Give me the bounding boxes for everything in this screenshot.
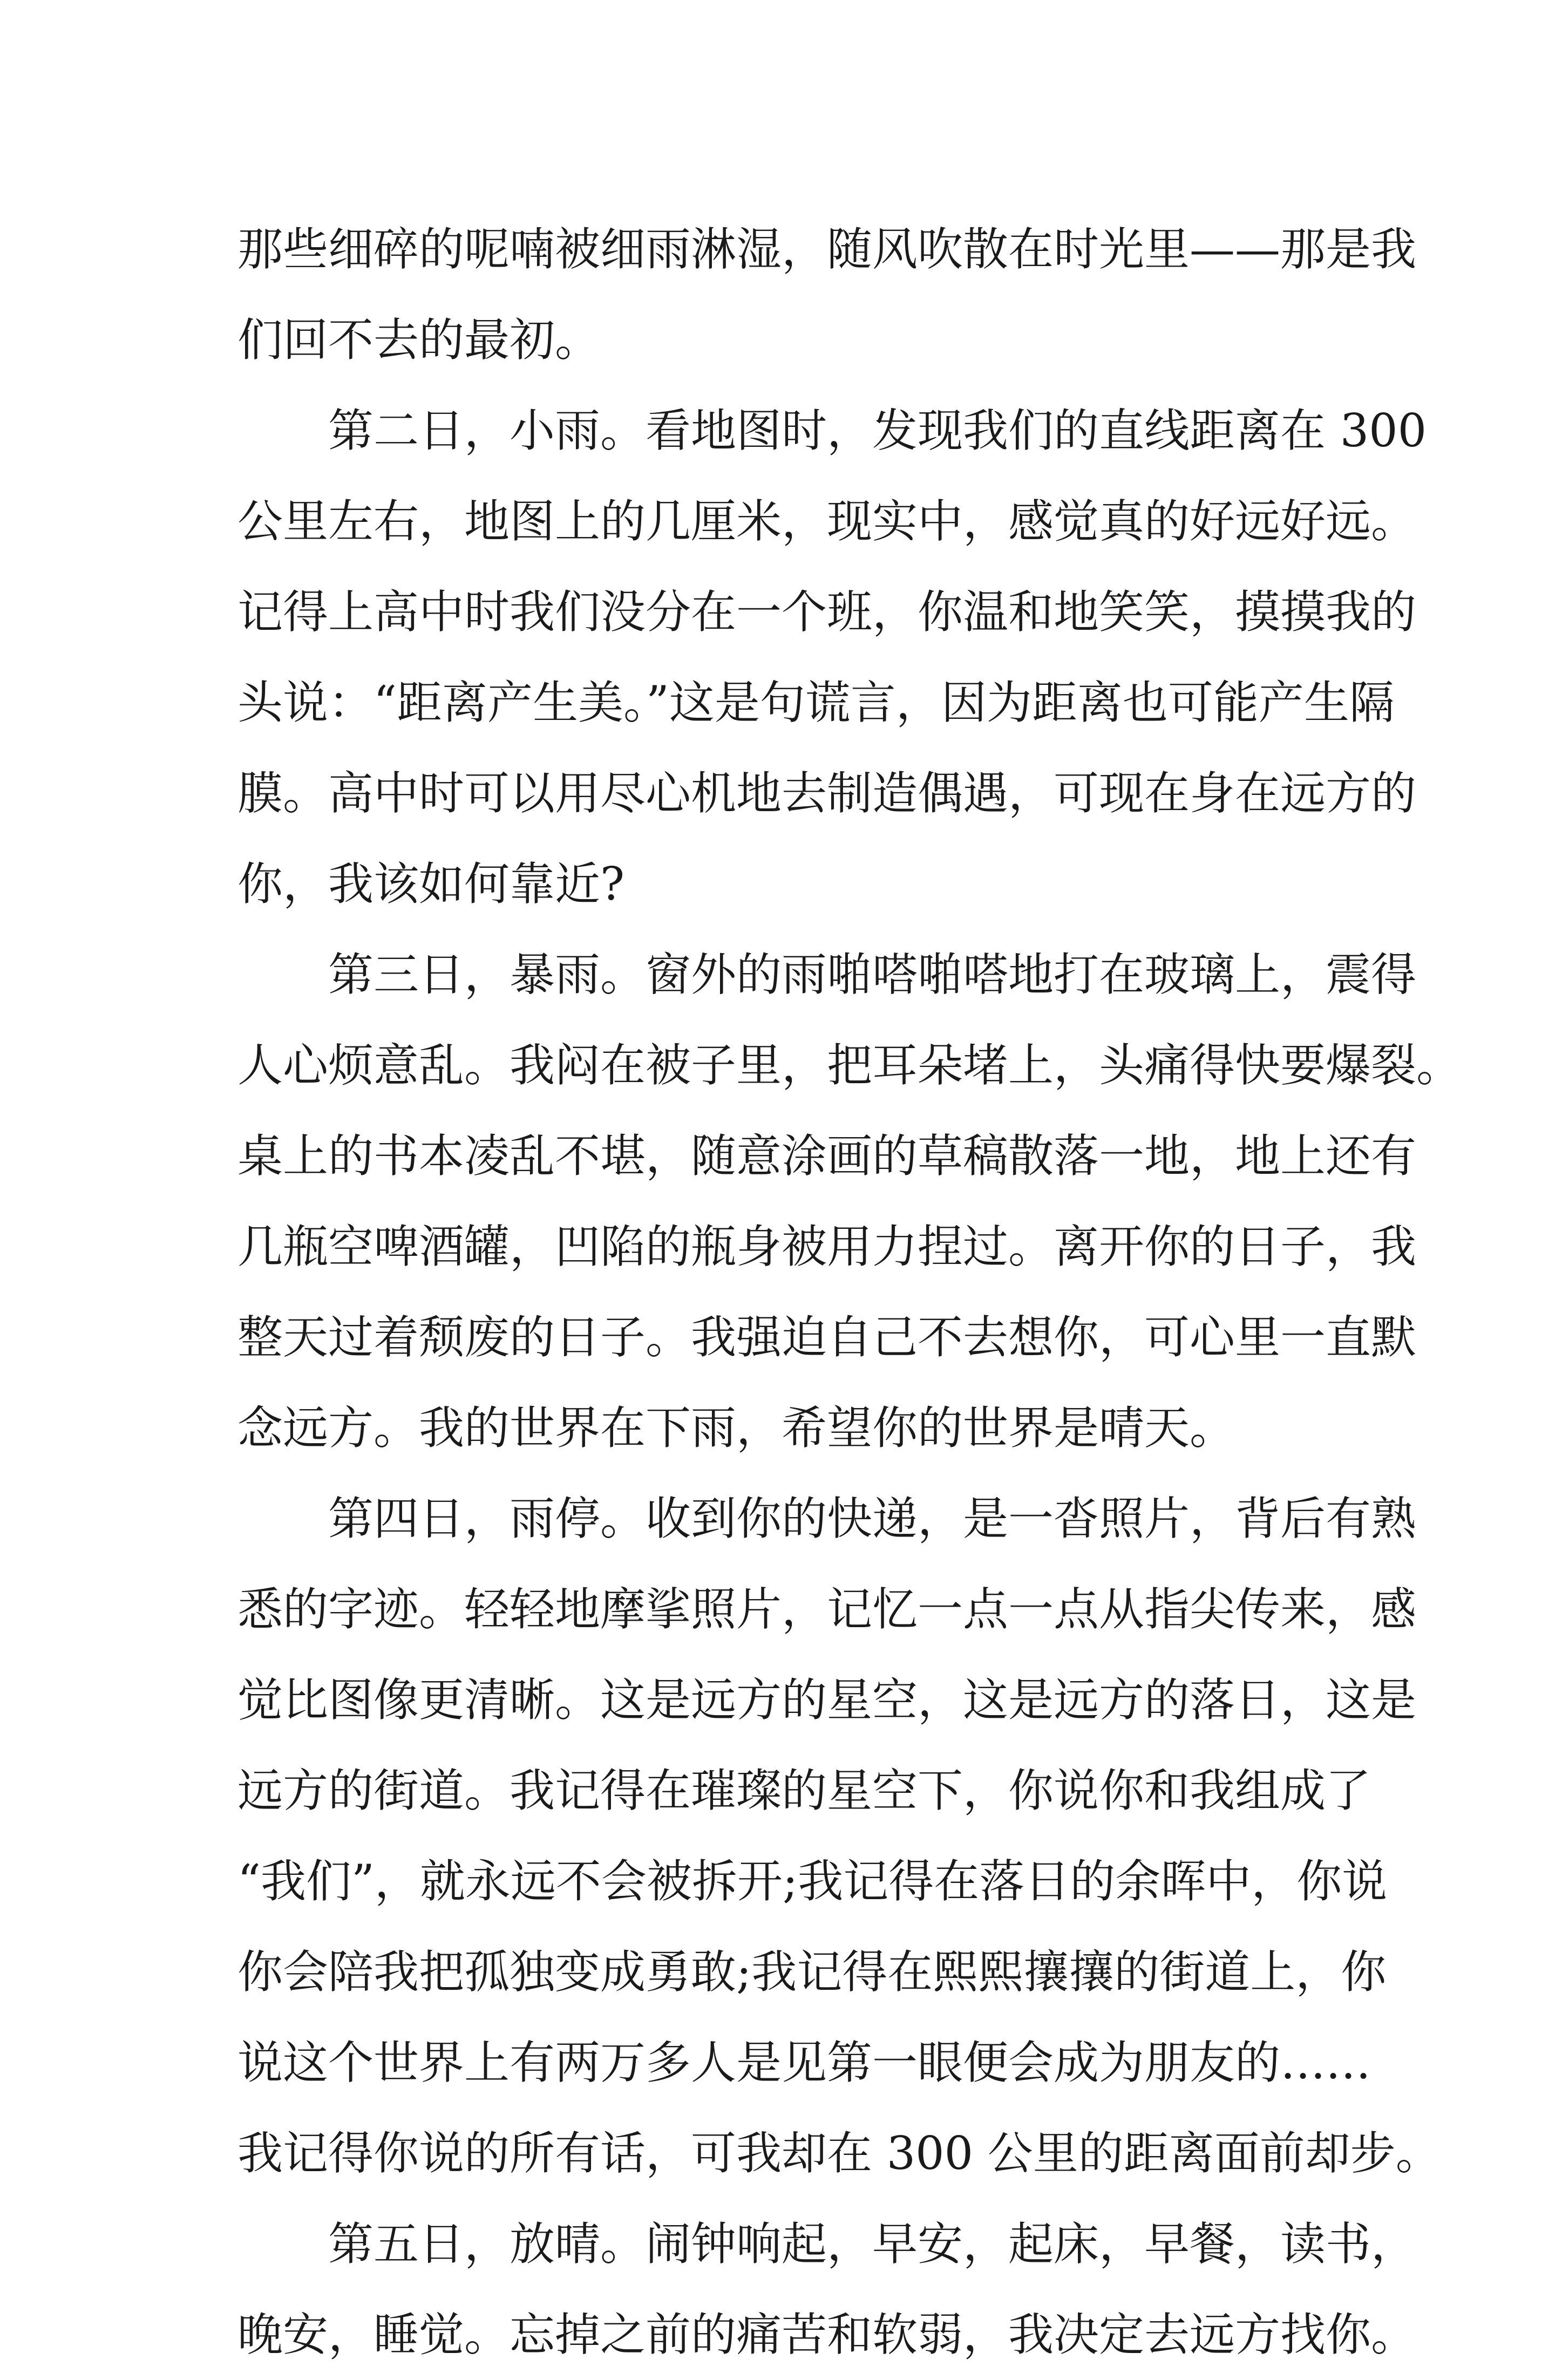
text-line: 头说：“距离产生美。”这是句谎言，因为距离也可能产生隔 <box>237 676 1395 729</box>
text-line: 我记得你说的所有话，可我却在 300 公里的距离面前却步。 <box>237 2127 1441 2180</box>
text-line: 念远方。我的世界在下雨，希望你的世界是晴天。 <box>237 1402 1235 1454</box>
text-line: 第三日，暴雨。窗外的雨啪嗒啪嗒地打在玻璃上，震得 <box>328 948 1417 1001</box>
text-line: 膜。高中时可以用尽心机地去制造偶遇，可现在身在远方的 <box>237 767 1417 820</box>
text-line: 公里左右，地图上的几厘米，现实中，感觉真的好远好远。 <box>237 495 1417 548</box>
text-line: 第五日，放晴。闹钟响起，早安，起床，早餐，读书， <box>328 2218 1417 2270</box>
text-line: 们回不去的最初。 <box>237 314 601 366</box>
document-body <box>237 204 1462 2380</box>
text-line: 说这个世界上有两万多人是见第一眼便会成为朋友的…… <box>237 2036 1371 2089</box>
text-line: 几瓶空啤酒罐，凹陷的瓶身被用力捏过。离开你的日子，我 <box>237 1220 1417 1273</box>
text-line: 记得上高中时我们没分在一个班，你温和地笑笑，摸摸我的 <box>237 586 1417 638</box>
text-line: 晚安，睡觉。忘掉之前的痛苦和软弱，我决定去远方找你。 <box>237 2308 1417 2361</box>
text-line: 桌上的书本凌乱不堪，随意涂画的草稿散落一地，地上还有 <box>237 1130 1417 1182</box>
text-line: 第四日，雨停。收到你的快递，是一沓照片，背后有熟 <box>328 1492 1417 1545</box>
text-line: 悉的字迹。轻轻地摩挲照片，记忆一点一点从指尖传来，感 <box>237 1583 1417 1636</box>
text-line: 远方的街道。我记得在璀璨的星空下，你说你和我组成了 <box>237 1764 1371 1817</box>
text-line: 你，我该如何靠近? <box>237 858 625 910</box>
text-line: 整天过着颓废的日子。我强迫自己不去想你，可心里一直默 <box>237 1311 1417 1364</box>
text-line: 那些细碎的呢喃被细雨淋湿，随风吹散在时光里——那是我 <box>237 223 1417 276</box>
text-line: 人心烦意乱。我闷在被子里，把耳朵堵上，头痛得快要爆裂。 <box>237 1039 1462 1092</box>
text-line: 觉比图像更清晰。这是远方的星空，这是远方的落日，这是 <box>237 1674 1417 1726</box>
text-line: “我们”，就永远不会被拆开;我记得在落日的余晖中，你说 <box>237 1855 1388 1908</box>
text-line: 你会陪我把孤独变成勇敢;我记得在熙熙攘攘的街道上，你 <box>237 1946 1387 1998</box>
text-line: 第二日，小雨。看地图时，发现我们的直线距离在 300 <box>328 404 1427 457</box>
